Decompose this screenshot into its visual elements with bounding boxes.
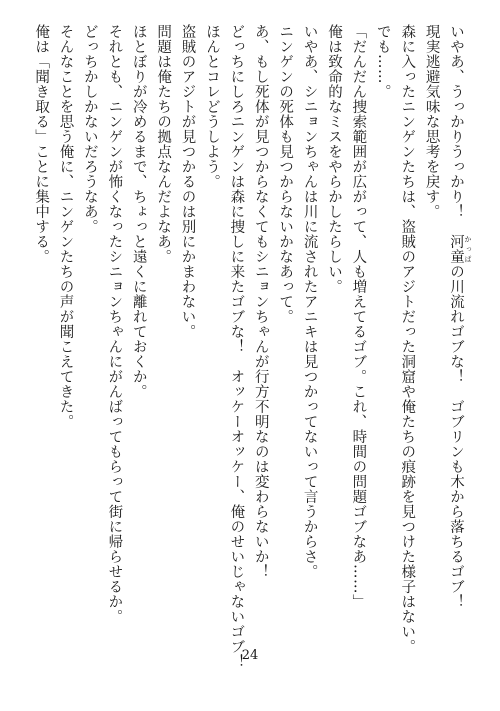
text-line-17: どっちかしかないだろうなあ。 [81, 24, 98, 234]
text-line-19: 俺は「聞き取る」ことに集中する。 [33, 24, 50, 264]
text-line-18: そんなことを思う俺に、ニンゲンたちの声が聞こえてきた。 [57, 24, 74, 429]
text-line-3: 森に入ったニンゲンたちは、盗賊のアジトだった洞窟や俺たちの痕跡を見つけた様子はない。 [399, 24, 416, 654]
text-line-13: 盗賊のアジトが見つかるのは別にかまわない。 [179, 24, 196, 339]
text-line-14: 問題は俺たちの拠点なんだよなあ。 [155, 24, 172, 264]
text-line-15: ほとぼりが冷めるまで、ちょっと遠くに離れておくか。 [130, 24, 147, 399]
text-line-10: あ、もし死体が見つからなくてもシニョンちゃんが行方不明なのは変わらないか！ [252, 24, 269, 579]
text-line-7: 俺は致命的なミスをやらかしたらしい。 [325, 24, 342, 294]
text-line-11: どっちにしろニンゲンは森に捜しに来たゴブな！ オッケーオッケー、俺のせいじゃないゴブ！ [228, 24, 245, 669]
text-line-9: ニンゲンの死体も見つからないかなあって。 [277, 24, 294, 324]
page-number: 24 [241, 648, 259, 663]
text-line-16: それとも、ニンゲンが怖くなったシニョンちゃんにがんばってもらって街に帰らせるか。 [106, 24, 123, 624]
text-line-12: ほんとコレどうしよう。 [203, 24, 220, 189]
text-line-4: でも……。 [374, 24, 391, 99]
text-line-8: いやあ、シニョンちゃんは川に流されたアニキは見つかってないって言うからさ。 [301, 24, 318, 579]
kappa-ruby: 河童 かっぱ [448, 234, 472, 264]
text-line-2: 現実逃避気味な思考を戻す。 [423, 24, 440, 219]
text-line-1: いやあ、うっかりうっかり！ 河童 かっぱの川流れゴブな！ ゴブリンも木から落ちるゴブ！ [448, 24, 472, 609]
text-line-6: 「だんだん捜索範囲が広がって、人も増えてるゴブ。これ、時間の問題ゴブなあ……」 [350, 24, 367, 609]
